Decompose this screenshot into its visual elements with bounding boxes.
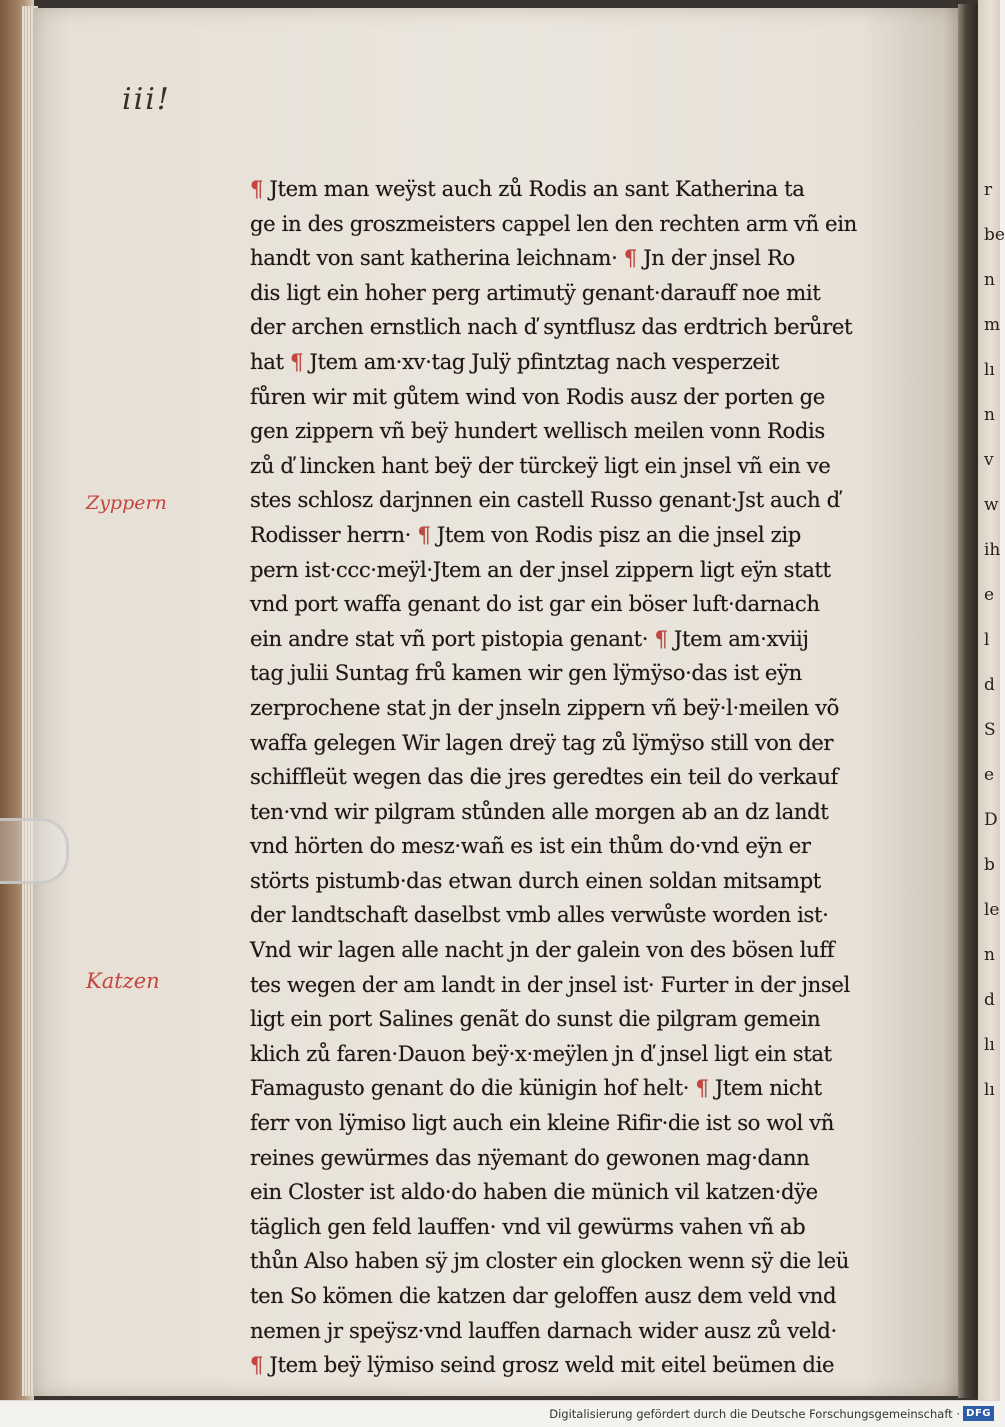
facing-page-letter: lı — [984, 1035, 995, 1055]
text-line: ein Closter ist aldo·do haben die münich vil katzen·dÿe — [250, 1179, 818, 1205]
funding-credit: Digitalisierung gefördert durch die Deutsche Forschungsgemeinschaft · — [549, 1407, 960, 1421]
text-line: ten So kömen die katzen dar geloffen ausz dem veld vnd — [250, 1283, 837, 1308]
facing-page-letter: b — [984, 855, 995, 875]
text-line: tag julii Suntag frů kamen wir gen lÿmÿso·das ist eÿn — [250, 660, 802, 686]
text-line: zerprochene stat jn der jnseln zippern vñ beÿ·l·meilen võ — [250, 694, 840, 720]
book-gutter — [958, 4, 978, 1398]
main-text-block — [250, 172, 890, 1383]
facing-page-letter: n — [984, 270, 995, 290]
text-line: klich zů faren·Dauon beÿ·x·meÿlen jn ď jnsel ligt ein stat — [250, 1040, 832, 1066]
text-line: vnd hörten do mesz·wañ es ist ein thům do·vnd eÿn er — [250, 833, 811, 859]
text-line: der landtschaft daselbst vmb alles verwůste worden ist· — [250, 902, 829, 928]
rubric-mark: ¶ — [289, 348, 304, 374]
facing-page-letter: d — [984, 990, 995, 1010]
text-line: waffa gelegen Wir lagen dreÿ tag zů lÿmÿso still von der — [250, 729, 834, 755]
facing-page-letter: l — [984, 630, 990, 650]
facing-page-letter: D — [984, 810, 998, 830]
text-line: zů ď lincken hant beÿ der türckeÿ ligt ein jnsel vñ ein ve — [250, 452, 831, 478]
text-line: reines gewürmes das nÿemant do gewonen mag·dann — [250, 1144, 810, 1170]
footer-bar — [0, 1400, 1000, 1427]
facing-page-letter: lı — [984, 1080, 995, 1100]
text-line: fůren wir mit gůtem wind von Rodis ausz der porten ge — [250, 383, 825, 409]
facing-page-letter: ih — [984, 540, 1001, 560]
text-line: vnd port waffa genant do ist gar ein böser luft·darnach — [250, 591, 820, 617]
rubric-mark: ¶ — [654, 625, 668, 651]
text-line: ¶ Jtem man weÿst auch zů Rodis an sant Katherina ta — [250, 176, 805, 201]
text-line: dis ligt ein hoher perg artimutÿ genant·darauff noe mit — [250, 279, 821, 305]
facing-page-letter: d — [984, 675, 995, 695]
text-line: tes wegen der am landt in der jnsel ist· Furter in der jnsel — [250, 971, 850, 997]
text-line: pern ist·ccc·meÿl·Jtem an der jnsel zippern ligt eÿn statt — [250, 556, 831, 582]
text-line: ten·vnd wir pilgram stůnden alle morgen ab an dz landt — [250, 798, 829, 824]
text-line: stes schlosz darjnnen ein castell Russo genant·Jst auch ď — [250, 487, 840, 513]
margin-note-zyppern: Zyppern — [86, 492, 167, 514]
text-line: Rodisser herrn· ¶ Jtem von Rodis pisz an die jnsel zip — [250, 521, 801, 547]
facing-page-letter: m — [984, 315, 1001, 335]
facing-page-letter: e — [984, 585, 995, 605]
text-line: störts pistumb·das etwan durch einen soldan mitsampt — [250, 867, 821, 893]
facing-page-letter: be — [984, 225, 1005, 245]
facing-page-letter: v — [984, 450, 994, 470]
text-line: schiffleüt wegen das die jres geredtes ein teil do verkauf — [250, 764, 838, 790]
facing-page-letter: r — [984, 180, 993, 200]
text-line: Famagusto genant do die künigin hof helt· ¶ Jtem nicht — [250, 1075, 822, 1101]
text-line: Vnd wir lagen alle nacht jn der galein von des bösen luff — [250, 937, 835, 963]
facing-page-letter: n — [984, 945, 995, 965]
facing-page-letter: n — [984, 405, 995, 425]
facing-page-letter: le — [984, 900, 1000, 920]
margin-note-katzen: Katzen — [86, 969, 160, 993]
folio-number: iii! — [122, 82, 171, 117]
facing-page-letter: lı — [984, 360, 995, 380]
rubric-mark: ¶ — [417, 521, 431, 547]
text-line: gen zippern vñ beÿ hundert wellisch meilen vonn Rodis — [250, 418, 825, 444]
facing-page-letter: e — [984, 765, 995, 785]
text-line: thůn Also haben sÿ jm closter ein glocken wenn sÿ die leü — [250, 1248, 850, 1274]
text-line: ge in des groszmeisters cappel len den rechten arm vñ ein — [250, 210, 857, 236]
facing-page-letter: S — [984, 720, 996, 740]
text-line: täglich gen feld lauffen· vnd vil gewürms vahen vñ ab — [250, 1213, 806, 1239]
dfg-logo: DFG — [963, 1406, 994, 1421]
facing-page-fragment — [978, 0, 1005, 1400]
rubric-mark: ¶ — [695, 1075, 709, 1101]
text-line: ligt ein port Salines genãt do sunst die pilgram gemein — [250, 1006, 821, 1032]
text-line: ferr von lÿmiso ligt auch ein kleine Rifir·die ist so wol vñ — [250, 1110, 834, 1136]
rubric-mark: ¶ — [623, 245, 637, 271]
text-line: der archen ernstlich nach ď syntflusz das erdtrich berůret — [250, 314, 853, 340]
text-line: ein andre stat vñ port pistopia genant· ¶ Jtem am·xviij — [250, 625, 809, 651]
rubric-mark: ¶ — [250, 176, 264, 201]
text-line: nemen jr speÿsz·vnd lauffen darnach wider ausz zů veld· — [250, 1317, 837, 1343]
paper-clip — [0, 818, 69, 884]
text-line: hat ¶ Jtem am·xv·tag Julÿ pfintztag nach vesperzeit — [250, 348, 779, 374]
text-line: handt von sant katherina leichnam· ¶ Jn der jnsel Ro — [250, 245, 795, 271]
facing-page-letter: w — [984, 495, 999, 515]
rubric-mark: ¶ — [250, 1352, 264, 1378]
text-line: ¶ Jtem beÿ lÿmiso seind grosz weld mit eitel beümen die — [250, 1352, 835, 1378]
